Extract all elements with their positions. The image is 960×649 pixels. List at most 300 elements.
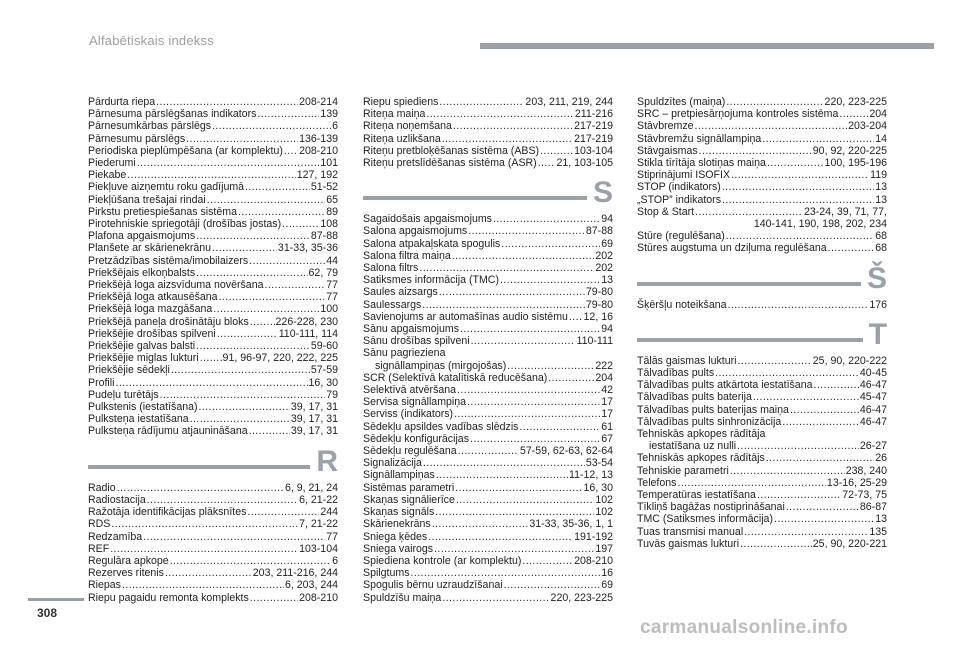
entry-pages: 90, 92, 220-225 xyxy=(812,144,887,157)
entry-term: Rezerves ritenis xyxy=(88,567,164,580)
dot-leader xyxy=(284,145,298,157)
entry-pages: 42 xyxy=(601,384,613,397)
entry-pages: 62, 79 xyxy=(308,266,338,279)
entry-pages: 208-210 xyxy=(299,144,338,157)
entry-pages: 25, 90, 220-222 xyxy=(812,354,887,367)
dot-leader xyxy=(726,230,874,242)
entry-term: Pulksteņa iestatīšana xyxy=(88,413,189,426)
index-entry xyxy=(363,372,613,384)
entry-term: Telefons xyxy=(637,476,677,489)
index-entry xyxy=(637,206,887,218)
dot-leader xyxy=(186,133,298,145)
dot-leader xyxy=(419,262,594,274)
entry-term: Priekšējie sēdekļi xyxy=(88,364,170,377)
entry-term: Sēdekļu regulēšana xyxy=(363,445,457,458)
entry-term: SCR (Selektīvā katalītiskā reducēšana) xyxy=(363,371,548,384)
index-entry xyxy=(88,518,338,530)
dot-leader xyxy=(730,465,845,477)
index-entry xyxy=(363,543,613,555)
entry-term: Radio xyxy=(88,481,116,494)
entry-pages: 203-204 xyxy=(848,120,887,133)
index-entry xyxy=(88,169,338,181)
dot-leader xyxy=(540,145,573,157)
entry-term: Spuldzīšu maiņa xyxy=(363,591,442,604)
entry-pages: 110-111, 114 xyxy=(278,327,338,340)
dot-leader xyxy=(790,404,859,416)
entry-term: Sānu pagrieziena xyxy=(363,347,446,360)
index-entry xyxy=(88,181,338,193)
entry-pages: 103-104 xyxy=(574,144,613,157)
entry-pages: 14 xyxy=(875,132,887,145)
index-entry xyxy=(637,242,887,254)
entry-pages: 197 xyxy=(595,542,613,555)
entry-term: Tālvadības pults atkārtota iestatīšana xyxy=(637,379,813,392)
dot-leader xyxy=(422,299,585,311)
index-entry xyxy=(363,396,613,408)
index-entry xyxy=(637,299,887,311)
index-entry xyxy=(637,477,887,489)
entry-pages: 26 xyxy=(875,452,887,465)
entry-pages: 77 xyxy=(326,279,338,292)
entry-term: Savienojums ar automašīnas audio sistēmu xyxy=(363,310,568,323)
dot-leader xyxy=(740,538,812,550)
index-entry xyxy=(88,303,338,315)
dot-leader xyxy=(455,482,582,494)
index-entry xyxy=(363,120,613,132)
dot-leader xyxy=(110,543,298,555)
dot-leader xyxy=(439,286,585,298)
entry-pages: 140-141, 190, 198, 202, 234 xyxy=(753,218,887,231)
entry-list xyxy=(637,299,887,311)
dot-leader xyxy=(522,555,573,567)
entry-term: Sniega vairogs xyxy=(363,542,434,555)
entry-term: Salona filtrs xyxy=(363,262,419,275)
entry-term: Spogulis bērnu uzraudzīšanai xyxy=(363,579,503,592)
entry-term: Stāvgaismas xyxy=(637,144,698,157)
entry-pages: 91, 96-97, 220, 222, 225 xyxy=(222,352,338,365)
entry-term: Pirkstu pretiespiešanas sistēma xyxy=(88,205,237,218)
entry-term: SRC – pretpiesārņojuma kontroles sistēma xyxy=(637,108,839,121)
index-entry xyxy=(88,494,338,506)
entry-pages: 72-73, 75 xyxy=(842,489,887,502)
entry-term: Temperatūras iestatīšana xyxy=(637,489,756,502)
dot-leader xyxy=(762,133,874,145)
entry-pages: 176 xyxy=(869,298,887,311)
dot-leader xyxy=(471,335,576,347)
entry-pages: 13 xyxy=(875,513,887,526)
index-entry xyxy=(363,238,613,250)
dot-leader xyxy=(786,501,859,513)
entry-term: Tālās gaismas lukturi xyxy=(637,354,737,367)
index-entry xyxy=(88,96,338,108)
entry-pages: 94 xyxy=(601,323,613,336)
entry-term: Riteņu pretslīdēšanas sistēma (ASR) xyxy=(363,157,537,170)
index-entry xyxy=(363,579,613,591)
dot-leader xyxy=(538,157,556,169)
entry-pages: 204 xyxy=(595,371,613,384)
entry-pages: 17 xyxy=(601,396,613,409)
entry-term: Tālvadības pults sinhronizācija xyxy=(637,415,782,428)
index-entry xyxy=(637,391,887,403)
index-entry xyxy=(637,230,887,242)
entry-term: Saules aizsargs xyxy=(363,286,438,299)
entry-pages: 6 xyxy=(332,120,338,133)
entry-pages: 103-104 xyxy=(299,542,338,555)
index-entry xyxy=(363,555,613,567)
section-header-t xyxy=(637,317,887,351)
entry-pages: 39, 17, 31 xyxy=(290,401,338,414)
dot-leader xyxy=(439,96,524,108)
dot-leader xyxy=(111,518,298,530)
entry-term: Signalizācija xyxy=(363,457,422,470)
dot-leader xyxy=(728,299,869,311)
dot-leader xyxy=(249,425,290,437)
dot-leader xyxy=(434,543,594,555)
entry-term: Tuvās gaismas lukturi xyxy=(637,537,740,550)
dot-leader xyxy=(774,513,874,525)
entry-term: Priekšējie galvas balsti xyxy=(88,340,196,353)
index-entry xyxy=(363,494,613,506)
index-entry xyxy=(637,379,887,391)
dot-leader xyxy=(470,433,600,445)
entry-pages: 26-27 xyxy=(859,440,887,453)
entry-term: Sēdekļu apsildes vadības slēdzis xyxy=(363,420,519,433)
entry-term: Spiediena kontrole (ar komplektu) xyxy=(363,554,522,567)
entry-pages: 100, 195-196 xyxy=(824,157,887,170)
index-entry xyxy=(363,469,613,481)
dot-leader xyxy=(257,108,319,120)
index-column-2 xyxy=(363,96,613,604)
dot-leader xyxy=(442,133,573,145)
page-header-title: Alfabētiskais indekss xyxy=(89,33,214,48)
entry-pages: 68 xyxy=(875,242,887,255)
dot-leader xyxy=(127,169,295,181)
entry-term: Signāllampiņas xyxy=(363,469,435,482)
index-entry xyxy=(363,335,613,347)
index-entry xyxy=(637,367,887,379)
entry-term: Riepas xyxy=(88,579,121,592)
entry-pages: 136-139 xyxy=(299,132,338,145)
entry-pages: 46-47 xyxy=(859,379,887,392)
entry-pages: 6 xyxy=(332,554,338,567)
entry-pages: 68 xyxy=(875,230,887,243)
index-entry xyxy=(88,255,338,267)
dot-leader xyxy=(423,457,585,469)
dot-leader xyxy=(493,213,600,225)
entry-pages: 57-59, 62-63, 62-64 xyxy=(519,445,613,458)
entry-pages: 101 xyxy=(320,157,338,170)
index-entry xyxy=(363,157,613,169)
dot-leader xyxy=(456,494,594,506)
dot-leader xyxy=(147,494,298,506)
dot-leader xyxy=(452,250,595,262)
index-entry xyxy=(637,157,887,169)
entry-pages: 61 xyxy=(601,420,613,433)
dot-leader xyxy=(715,367,859,379)
entry-term: Tīkliņš bagāžas nostiprināšanai xyxy=(637,501,785,514)
index-entry xyxy=(637,169,887,181)
dot-leader xyxy=(744,526,868,538)
entry-pages: 89 xyxy=(326,205,338,218)
index-entry xyxy=(88,389,338,401)
index-entry xyxy=(363,408,613,420)
entry-term: Stikla tīrītāja slotiņas maiņa xyxy=(637,157,766,170)
entry-pages: 79 xyxy=(326,388,338,401)
dot-leader xyxy=(757,489,841,501)
dot-leader xyxy=(500,274,600,286)
entry-pages: 13-16, 25-29 xyxy=(826,476,887,489)
index-entry xyxy=(637,452,887,464)
dot-leader xyxy=(731,169,869,181)
entry-pages: 31-33, 35-36 xyxy=(277,242,338,255)
index-entry xyxy=(363,433,613,445)
entry-term: RDS xyxy=(88,518,111,531)
index-entry xyxy=(363,592,613,604)
entry-term: Pretzādzības sistēma/imobilaizers xyxy=(88,254,249,267)
entry-pages: 6, 9, 21, 24 xyxy=(284,481,338,494)
dot-leader xyxy=(695,120,848,132)
index-entry xyxy=(88,316,338,328)
entry-pages: 102 xyxy=(595,506,613,519)
entry-term: Priekšējā paneļa drošinātāju bloks xyxy=(88,315,249,328)
entry-pages: 45-47 xyxy=(859,391,887,404)
index-entry xyxy=(363,286,613,298)
dot-leader xyxy=(143,531,325,543)
entry-pages: 87-88 xyxy=(310,230,338,243)
entry-term: Spuldzītes (maiņa) xyxy=(637,96,726,108)
index-entry xyxy=(88,242,338,254)
dot-leader xyxy=(199,401,290,413)
dot-leader xyxy=(212,120,331,132)
index-entry xyxy=(637,416,887,428)
entry-pages: 77 xyxy=(326,291,338,304)
dot-leader xyxy=(467,396,600,408)
entry-term: Pirotehniskie spriegotāji (drošības jostas) xyxy=(88,218,282,231)
entry-pages: 244 xyxy=(320,506,338,519)
dot-leader xyxy=(207,194,325,206)
entry-pages: 110-111 xyxy=(576,335,613,348)
entry-term: Radiostacija xyxy=(88,493,146,506)
entry-term: Periodiska pieplūmpēšana (ar komplektu) xyxy=(88,144,283,157)
index-entry xyxy=(88,543,338,555)
dot-leader xyxy=(160,389,326,401)
entry-pages: 208-214 xyxy=(299,96,338,108)
entry-term: Priekšējā loga atkausēšana xyxy=(88,291,218,304)
dot-leader xyxy=(432,518,529,530)
dot-leader xyxy=(428,531,573,543)
dot-leader xyxy=(165,567,252,579)
dot-leader xyxy=(426,108,573,120)
index-entry xyxy=(363,567,613,579)
index-entry xyxy=(88,592,338,604)
index-entry xyxy=(88,218,338,230)
index-entry xyxy=(88,230,338,242)
entry-term: Stop & Start xyxy=(637,205,695,218)
entry-pages: 211-216 xyxy=(574,108,613,121)
entry-pages: 220, 223-225 xyxy=(824,96,887,108)
entry-pages: 12, 16 xyxy=(583,310,613,323)
entry-term: Stāvbremžu signāllampiņa xyxy=(637,132,762,145)
entry-pages: 203, 211-216, 244 xyxy=(252,567,338,580)
dot-leader xyxy=(245,181,310,193)
page-number: 308 xyxy=(37,606,58,620)
dot-leader xyxy=(460,323,600,335)
entry-term: Sānu apgaismojums xyxy=(363,323,459,336)
index-entry xyxy=(88,108,338,120)
entry-pages: 135 xyxy=(869,525,887,538)
entry-term: Pārnesuma pārslēgšanas indikators xyxy=(88,108,257,121)
entry-term: TMC (Satiksmes informācija) xyxy=(637,513,773,526)
dot-leader xyxy=(200,352,222,364)
entry-pages: 46-47 xyxy=(859,403,887,416)
entry-term: STOP (indikators) xyxy=(637,181,721,194)
index-entry xyxy=(363,518,613,530)
entry-pages: 67 xyxy=(601,432,613,445)
dot-leader xyxy=(213,303,319,315)
entry-term: Sistēmas parametri xyxy=(363,481,455,494)
dot-leader xyxy=(122,579,284,591)
entry-term: iestatīšana uz nulli xyxy=(649,440,737,453)
entry-pages: 204 xyxy=(869,108,887,121)
index-entry xyxy=(363,96,613,108)
dot-leader xyxy=(457,384,600,396)
dot-leader xyxy=(839,108,868,120)
section-header-sh xyxy=(637,261,887,295)
section-bar xyxy=(88,465,310,469)
entry-term: Plafona apgaismojums xyxy=(88,230,196,243)
dot-leader xyxy=(722,194,874,206)
entry-term: Tālvadības pults baterija xyxy=(637,391,752,404)
entry-pages: 119 xyxy=(870,169,887,182)
entry-pages: 59-60 xyxy=(310,340,338,353)
index-entry xyxy=(363,225,613,237)
dot-leader xyxy=(435,506,594,518)
index-entry xyxy=(637,526,887,538)
entry-pages: 6, 21-22 xyxy=(299,493,338,506)
entry-pages: 13 xyxy=(875,181,887,194)
entry-term: Riteņu pretbloķēšanas sistēma (ABS) xyxy=(363,144,540,157)
entry-term: Tuas transmisi manual xyxy=(637,525,744,538)
dot-leader xyxy=(695,206,803,218)
entry-pages: 16, 30 xyxy=(308,376,338,389)
entry-term: Regulāra apkope xyxy=(88,554,169,567)
entry-pages: 208-210 xyxy=(574,554,613,567)
entry-pages: 87-88 xyxy=(585,225,613,238)
entry-term: Piederumi xyxy=(88,157,136,170)
entry-term: REF xyxy=(88,542,110,555)
entry-pages: 139 xyxy=(320,108,338,121)
index-entry xyxy=(637,404,887,416)
entry-term: Tālvadības pults xyxy=(637,367,715,380)
entry-pages: 69 xyxy=(601,237,613,250)
dot-leader xyxy=(782,416,859,428)
dot-leader xyxy=(190,413,290,425)
entry-term: Planšete ar skārienekrānu xyxy=(88,242,212,255)
entry-term: Saulessargs xyxy=(363,298,422,311)
index-entry xyxy=(637,145,887,157)
index-entry xyxy=(363,531,613,543)
entry-term: Tehniskās apkopes rādītāja xyxy=(637,428,766,441)
index-entry xyxy=(637,489,887,501)
entry-term: Pārnesumu pārslēgs xyxy=(88,132,186,145)
entry-term: Ražotāja identifikācijas plāksnītes xyxy=(88,506,247,519)
dot-leader xyxy=(436,469,568,481)
dot-leader xyxy=(247,506,319,518)
index-entry xyxy=(88,145,338,157)
index-entry xyxy=(637,96,887,108)
index-column-1 xyxy=(88,96,338,604)
section-letter: Š xyxy=(866,261,887,295)
section-header-s xyxy=(363,176,613,210)
entry-term: Riteņa maiņa xyxy=(363,108,426,121)
index-entry xyxy=(88,425,338,437)
index-entry xyxy=(88,567,338,579)
entry-pages: 238, 240 xyxy=(845,464,887,477)
entry-pages: 6, 203, 244 xyxy=(284,579,338,592)
index-entry xyxy=(637,355,887,367)
index-entry xyxy=(637,133,887,145)
dot-leader xyxy=(569,311,583,323)
entry-term: Sniega ķēdes xyxy=(363,530,428,543)
entry-term: Priekšējie drošības spilveni xyxy=(88,327,216,340)
dot-leader xyxy=(458,445,519,457)
entry-term: Serviss (indikators) xyxy=(363,408,454,421)
entry-term: Tehniskie parametri xyxy=(637,464,729,477)
entry-pages: 53-54 xyxy=(585,457,613,470)
dot-leader xyxy=(117,482,284,494)
entry-pages: 191-192 xyxy=(574,530,613,543)
index-entry xyxy=(637,501,887,513)
entry-term: Priekšējie miglas lukturi xyxy=(88,352,199,365)
entry-pages: 102 xyxy=(595,493,613,506)
index-entry xyxy=(637,120,887,132)
index-entry xyxy=(637,218,887,230)
dot-leader xyxy=(264,279,325,291)
index-entry xyxy=(88,555,338,567)
entry-pages: 203, 211, 219, 244 xyxy=(525,96,613,108)
entry-pages: 86-87 xyxy=(859,501,887,514)
entry-pages: 51-52 xyxy=(310,181,338,194)
entry-pages: 44 xyxy=(326,254,338,267)
entry-pages: 220, 223-225 xyxy=(550,591,613,604)
index-entry xyxy=(88,482,338,494)
section-letter: T xyxy=(868,317,887,351)
entry-pages: 40-45 xyxy=(859,367,887,380)
entry-pages: 226-228, 230 xyxy=(275,315,338,328)
index-entry xyxy=(88,279,338,291)
dot-leader xyxy=(282,218,319,230)
index-entry xyxy=(363,457,613,469)
index-entry xyxy=(637,108,887,120)
section-letter: S xyxy=(592,176,613,210)
entry-term: Pudeļu turētājs xyxy=(88,388,159,401)
entry-term: Redzamība xyxy=(88,530,143,543)
entry-pages: 94 xyxy=(601,213,613,226)
index-entry xyxy=(363,299,613,311)
index-entry xyxy=(363,445,613,457)
entry-term: Piekabe xyxy=(88,169,127,182)
watermark-text: carmanualsonline.info xyxy=(640,617,848,638)
entry-term: Priekšējais elkoņbalsts xyxy=(88,266,196,279)
index-entry xyxy=(363,274,613,286)
entry-pages: 202 xyxy=(595,249,613,262)
entry-pages: 21, 103-105 xyxy=(556,157,613,170)
entry-term: Riepu spiediens xyxy=(363,96,439,108)
entry-pages: 39, 17, 31 xyxy=(290,425,338,438)
entry-term: Pārnesumkārbas pārslēgs xyxy=(88,120,212,133)
entry-pages: 31-33, 35-36, 1, 1 xyxy=(529,518,613,531)
entry-pages: 79-80 xyxy=(585,298,613,311)
